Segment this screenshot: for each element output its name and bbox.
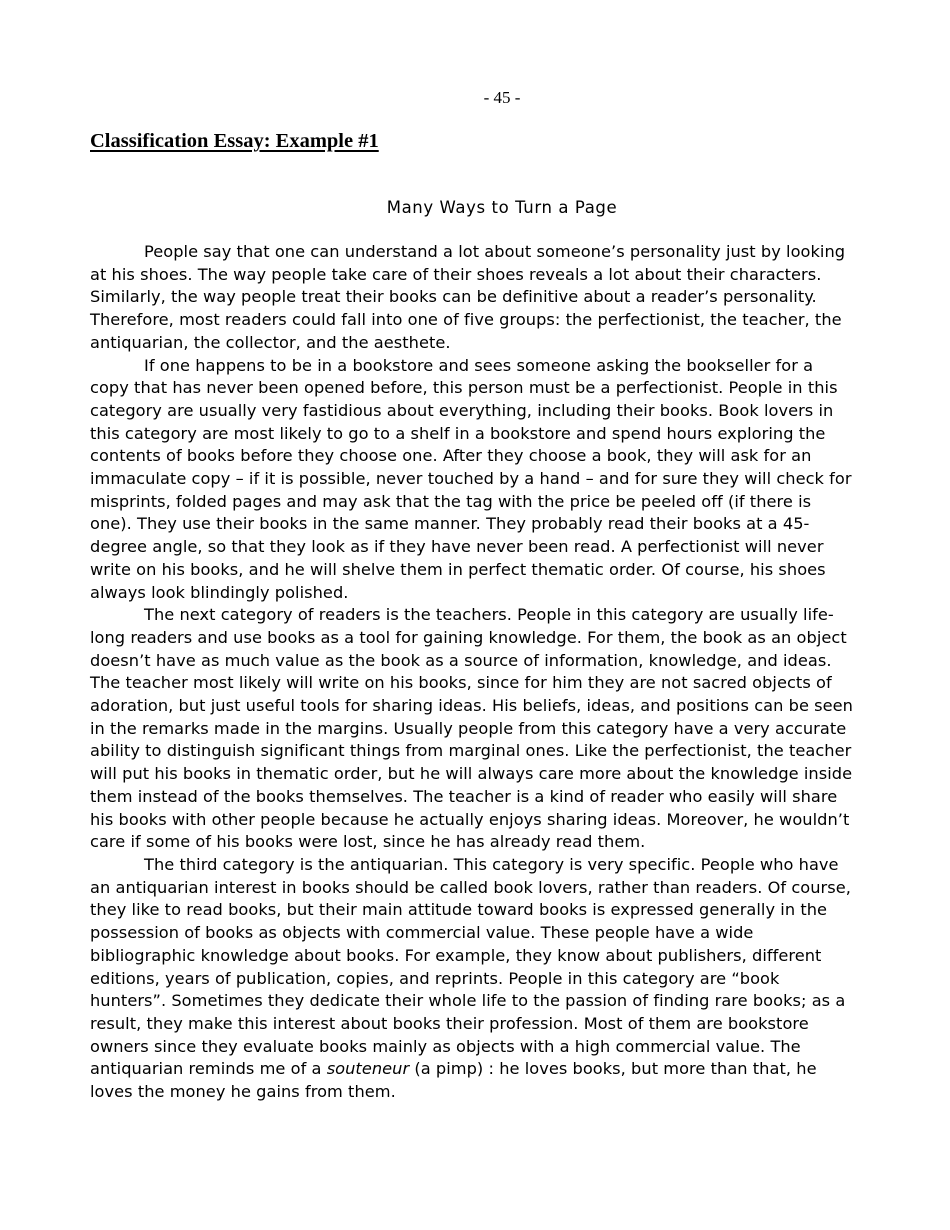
text-line: People say that one can understand a lot about someone’s personality just by looking [144, 242, 846, 261]
paragraph-antiquarian [90, 854, 872, 1104]
text-line: bibliographic knowledge about books. For example, they know about publishers, different [90, 945, 822, 965]
text-line: The third category is the antiquarian. This category is very specific. People who have [144, 854, 839, 874]
paragraph-perfectionist [90, 355, 872, 605]
text-line: possession of books as objects with commercial value. These people have a wide [90, 923, 754, 943]
text-line: The next category of readers is the teachers. People in this category are usually life- [144, 605, 834, 625]
text-line: immaculate copy – if it is possible, never touched by a hand – and for sure they will check for [90, 469, 852, 489]
text-line: write on his books, and he will shelve them in perfect thematic order. Of course, his shoes [90, 559, 826, 579]
text-line: ability to distinguish significant things from marginal ones. Like the perfectionist, the teacher [90, 741, 852, 761]
text-line: adoration, but just useful tools for sharing ideas. His beliefs, ideas, and positions can be seen [90, 696, 853, 716]
paragraph-teacher [90, 604, 872, 854]
text-line: this category are most likely to go to a shelf in a bookstore and spend hours exploring the [90, 423, 826, 443]
text-line: owners since they evaluate books mainly as objects with a high commercial value. The [90, 1036, 801, 1056]
text-line: antiquarian, the collector, and the aesthete. [90, 332, 451, 352]
text-line: they like to read books, but their main attitude toward books is expressed generally in the [90, 900, 828, 920]
text-line: copy that has never been opened before, this person must be a perfectionist. People in this [90, 378, 838, 398]
text-line: doesn’t have as much value as the book as a source of information, knowledge, and ideas. [90, 650, 832, 670]
text-line-mixed [90, 1058, 872, 1081]
section-heading: Classification Essay: Example #1 [90, 130, 379, 152]
text-line: editions, years of publication, copies, and reprints. People in this category are “book [90, 968, 780, 988]
text-line: Therefore, most readers could fall into one of five groups: the perfectionist, the teacher, the [90, 310, 842, 330]
text-line: loves the money he gains from them. [90, 1082, 396, 1102]
text-line: in the remarks made in the margins. Usually people from this category have a very accurate [90, 718, 847, 738]
text-line: one). They use their books in the same manner. They probably read their books at a 45- [90, 514, 810, 534]
text-line: Similarly, the way people treat their books can be definitive about a reader’s personality. [90, 287, 817, 307]
text-fragment: (a pimp) : he loves books, but more than that, he [409, 1059, 817, 1079]
text-line: at his shoes. The way people take care of their shoes reveals a lot about their characters. [90, 264, 822, 284]
text-line: will put his books in thematic order, but he will always care more about the knowledge inside [90, 764, 853, 784]
text-line: degree angle, so that they look as if they have never been read. A perfectionist will never [90, 537, 824, 557]
essay-title: Many Ways to Turn a Page [386, 198, 618, 217]
text-line: If one happens to be in a bookstore and sees someone asking the bookseller for a [144, 355, 814, 375]
text-line: them instead of the books themselves. The teacher is a kind of reader who easily will share [90, 786, 838, 806]
text-line: an antiquarian interest in books should be called book lovers, rather than readers. Of course, [90, 877, 851, 897]
text-line: hunters”. Sometimes they dedicate their whole life to the passion of finding rare books; as a [90, 991, 846, 1011]
text-line: long readers and use books as a tool for gaining knowledge. For them, the book as an object [90, 627, 847, 647]
text-line: misprints, folded pages and may ask that the tag with the price be peeled off (if there is [90, 491, 812, 511]
page-number: - 45 - [483, 88, 521, 107]
text-line: result, they make this interest about books their profession. Most of them are bookstore [90, 1013, 809, 1033]
text-line: category are usually very fastidious about everything, including their books. Book lovers in [90, 400, 834, 420]
text-line: always look blindingly polished. [90, 582, 349, 602]
text-line: care if some of his books were lost, since he has already read them. [90, 832, 646, 852]
text-line: The teacher most likely will write on his books, since for him they are not sacred objects of [90, 673, 832, 693]
text-fragment: antiquarian reminds me of a [90, 1059, 327, 1079]
text-line: contents of books before they choose one. After they choose a book, they will ask for an [90, 446, 812, 466]
text-line: his books with other people because he actually enjoys sharing ideas. Moreover, he wouldn’t [90, 809, 850, 829]
italic-term: souteneur [326, 1059, 410, 1079]
paragraph-introduction [90, 241, 872, 355]
essay-body [90, 241, 872, 1104]
